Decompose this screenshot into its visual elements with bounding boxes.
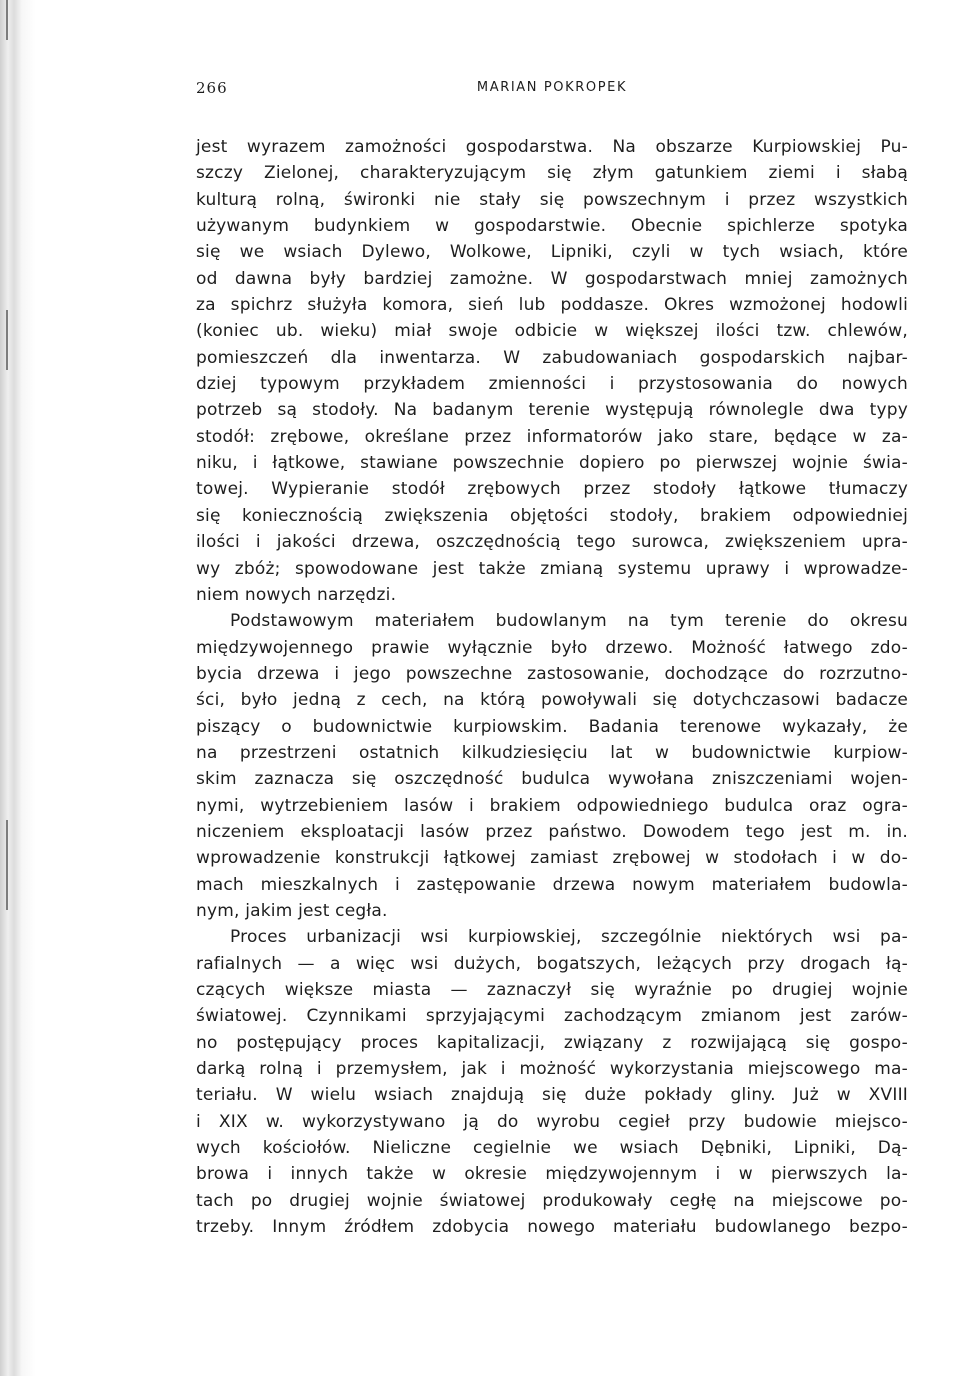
text-line: za spichrz służyła komora, sień lub poddasze. Okres wzmożonej hodowli <box>196 295 908 316</box>
text-line: szczy Zielonej, charakteryzującym się złym gatunkiem ziemi i słabą <box>196 163 908 184</box>
text-line: niczeniem eksploatacji lasów przez państwo. Dowodem tego jest m. in. <box>196 821 908 842</box>
text-line: używanym budynkiem w gospodarstwie. Obecnie spichlerze spotyka <box>196 216 908 237</box>
scan-streak <box>6 310 8 370</box>
text-line: darką rolną i przemysłem, jak i możność wykorzystania miejscowego ma- <box>196 1059 908 1080</box>
text-line: się we wsiach Dylewo, Wolkowe, Lipniki, czyli w tych wsiach, które <box>196 242 908 263</box>
text-line: (koniec ub. wieku) miał swoje odbicie w większej ilości tzw. chlewów, <box>196 321 908 342</box>
text-line: jest wyrazem zamożności gospodarstwa. Na obszarze Kurpiowskiej Pu- <box>196 137 908 157</box>
text-line: tach po drugiej wojnie światowej produkowały cegłę na miejscowe po- <box>196 1190 908 1211</box>
paragraph-last-line: nym, jakim jest cegła. <box>196 900 388 921</box>
page-number: 266 <box>196 79 228 97</box>
text-line: wy zbóż; spowodowane jest także zmianą systemu uprawy i wprowadze- <box>196 558 908 579</box>
text-line: no postępujący proces kapitalizacji, związany z rozwijającą się gospo- <box>196 1032 908 1053</box>
text-line: światowej. Czynnikami sprzyjającymi zachodzącym zmianom jest zarów- <box>196 1006 908 1027</box>
text-line: piszący o budownictwie kurpiowskim. Badania terenowe wykazały, że <box>196 716 908 737</box>
text-line: pomieszczeń dla inwentarza. W zabudowaniach gospodarskich najbar- <box>196 347 908 368</box>
text-line: nymi, wytrzebieniem lasów i brakiem odpowiedniego budulca oraz ogra- <box>196 795 908 816</box>
text-line: ści, było jedną z cech, na którą powoływali się dotychczasowi badacze <box>196 690 908 711</box>
text-line: towej. Wypieranie stodół zrębowych przez stodoły łątkowe tłumaczy <box>196 479 908 500</box>
text-line: skim zaznacza się oszczędność budulca wywołana zniszczeniami wojen- <box>196 769 908 790</box>
text-line: ilości i jakości drzewa, oszczędnością tego surowca, zwiększeniem upra- <box>196 532 908 553</box>
text-line: na przestrzeni ostatnich kilkudziesięciu lat w budownictwie kurpiow- <box>196 742 908 763</box>
running-head-author: MARIAN POKROPEK <box>476 80 628 95</box>
text-line: potrzeb są stodoły. Na badanym terenie występują równolegle dwa typy <box>196 400 908 421</box>
text-line: i XIX w. wykorzystywano ją do wyrobu cegieł przy budowie miejsco- <box>196 1111 908 1132</box>
page-header <box>196 79 908 99</box>
text-line: czących większe miasta — zaznaczył się wyraźnie po drugiej wojnie <box>196 980 908 1000</box>
body-text <box>196 134 908 1240</box>
paragraph-first-line: Podstawowym materiałem budowlanym na tym terenie do okresu <box>230 611 908 632</box>
text-line: wprowadzenie konstrukcji łątkowej zamiast zrębowej w stodołach i w do- <box>196 848 908 869</box>
text-line: wych kościołów. Nieliczne cegielnie we wsiach Dębniki, Lipniki, Dą- <box>196 1138 908 1159</box>
text-line: dziej typowym przykładem zmienności i przystosowania do nowych <box>196 374 908 395</box>
text-line: kulturą rolną, świronki nie stały się powszechnym i przez wszystkich <box>196 189 908 210</box>
text-line: browa i innych także w okresie międzywojennym i w pierwszych la- <box>196 1164 908 1185</box>
scan-streak <box>6 0 8 40</box>
text-line: teriału. W wielu wsiach znajdują się duże pokłady gliny. Już w XVIII <box>196 1085 908 1106</box>
text-line: rafialnych — a więc wsi dużych, bogatszych, leżących przy drogach łą- <box>196 953 908 974</box>
text-line: trzeby. Innym źródłem zdobycia nowego materiału budowlanego bezpo- <box>196 1217 908 1238</box>
text-line: międzywojennego prawie wyłącznie było drzewo. Możność łatwego zdo- <box>196 637 908 658</box>
text-line: od dawna były bardziej zamożne. W gospodarstwach mniej zamożnych <box>196 268 908 289</box>
scan-streak <box>6 820 8 910</box>
text-line: mach mieszkalnych i zastępowanie drzewa nowym materiałem budowla- <box>196 874 908 895</box>
paragraph-first-line: Proces urbanizacji wsi kurpiowskiej, szczególnie niektórych wsi pa- <box>230 927 908 948</box>
paragraph-last-line: niem nowych narzędzi. <box>196 584 397 605</box>
book-binding-edge <box>0 0 36 1376</box>
text-line: się koniecznością zwiększenia objętości stodoły, brakiem odpowiedniej <box>196 505 908 526</box>
text-line: niku, i łątkowe, stawiane powszechnie dopiero po pierwszej wojnie świa- <box>196 453 908 474</box>
text-line: stodół: zrębowe, określane przez informatorów jako stare, będące w za- <box>196 426 908 447</box>
text-line: bycia drzewa i jego powszechne zastosowanie, dochodzące do rozrzutno- <box>196 663 908 684</box>
